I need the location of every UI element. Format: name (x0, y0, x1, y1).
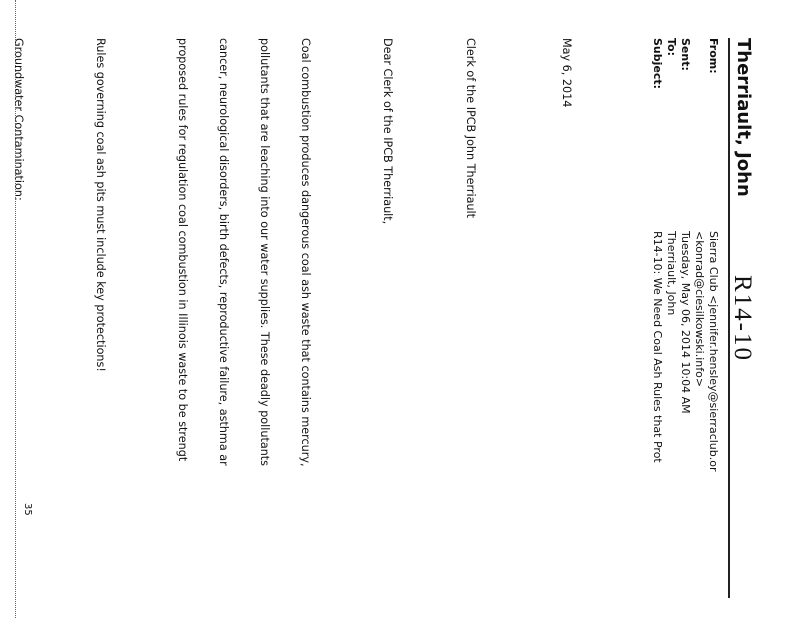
header-value: R14-10: We Need Coal Ash Rules that Prot (651, 231, 664, 463)
header-name: Therriault, John (733, 38, 754, 197)
header-value: Tuesday, May 06, 2014 10:04 AM (679, 231, 692, 414)
key-protections-line: Rules governing coal ash pits must include key protections! (93, 38, 107, 372)
scan-edge-line (15, 0, 16, 618)
letter-recipient: Clerk of the IPCB John Therriault (463, 38, 477, 219)
docket-stamp: R14-10 (729, 275, 756, 362)
header-value: Sierra Club <jennifer.hensley@sierraclub.or (707, 231, 720, 472)
header-divider (728, 38, 730, 598)
letter-body (0, 38, 600, 618)
intro-line: proposed rules for regulation coal combustion in Illinois waste to be strengt (175, 38, 189, 462)
header-label: Sent: (679, 38, 692, 71)
header-label: To: (665, 38, 678, 56)
header-label: From: (707, 38, 720, 74)
page-number: 35 (22, 503, 33, 516)
intro-line: cancer, neurological disorders, birth defects, reproductive failure, asthma ar (217, 38, 231, 466)
header-label: Subject: (651, 38, 664, 90)
header-value: Therriault, John (665, 231, 678, 316)
letter-salutation: Dear Clerk of the IPCB Therriault, (381, 38, 395, 225)
groundwater-heading: Groundwater Contamination: (11, 38, 25, 201)
letter-date: May 6, 2014 (559, 38, 573, 108)
intro-line: Coal combustion produces dangerous coal ash waste that contains mercury, (299, 38, 313, 467)
header-value: <konrad@ciesilkowski.info> (693, 231, 706, 388)
intro-line: pollutants that are leaching into our water supplies. These deadly pollutants (258, 38, 272, 466)
